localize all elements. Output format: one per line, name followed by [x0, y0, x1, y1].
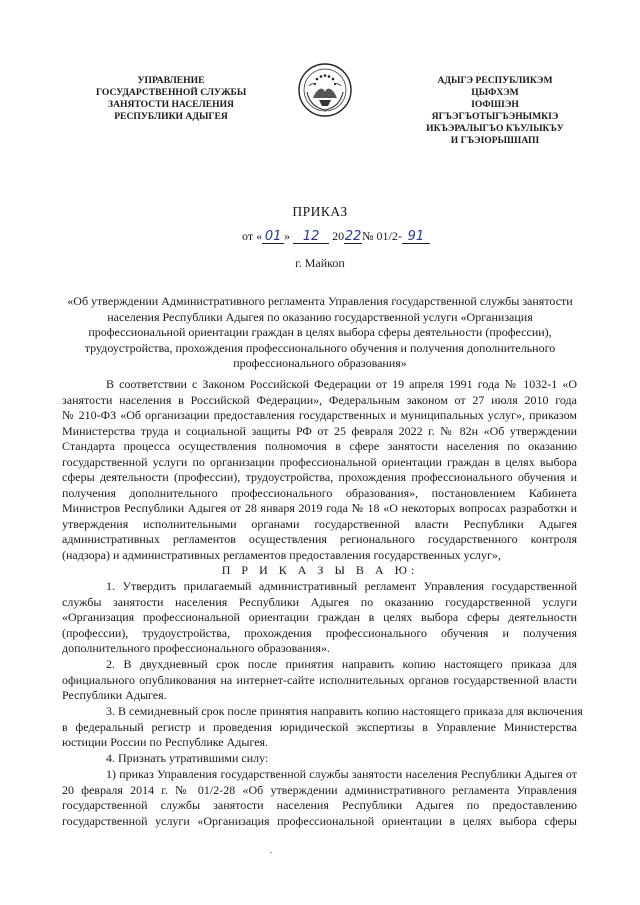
- item-3-paragraph: [62, 704, 583, 751]
- order-subject: [66, 294, 574, 372]
- item-1-paragraph: [62, 579, 577, 657]
- preamble-line: государственной услуги по организации профессиональной ориентации граждан в целях выбора: [62, 454, 577, 469]
- header-left-line: ЗАНЯТОСТИ НАСЕЛЕНИЯ: [108, 99, 234, 110]
- header-left-line: ГОСУДАРСТВЕННОЙ СЛУЖБЫ: [96, 87, 247, 98]
- preamble-line: № 210-ФЗ «Об организации предоставления государственных и муниципальных услуг», приказом: [62, 408, 577, 422]
- handwritten-number: 91: [402, 231, 430, 244]
- item-line: в федеральный регистр и проведения юридической экспертизы в Управление Министерства: [62, 719, 577, 734]
- preamble-line: получения дополнительного профессионального образования», постановлением Кабинета: [62, 485, 577, 500]
- preamble-paragraph: [62, 377, 577, 563]
- handwritten-month: 12: [293, 231, 329, 244]
- item-line: 1) приказ Управления государственной службы занятости населения Республики Адыгея от: [106, 767, 577, 781]
- handwritten-year: 22: [344, 229, 362, 244]
- header-right-line: ИКЪЭРАЛЫГЪО КЪУЛЫКЪУ: [426, 123, 564, 134]
- subject-line: профессиональной ориентации граждан в целях выбора сферы деятельности (профессии),: [88, 325, 552, 339]
- subject-line: профессионального образования»: [233, 356, 407, 370]
- scan-speck: [270, 852, 272, 853]
- handwritten-day: 01: [262, 231, 284, 244]
- item-line: 2. В двухдневный срок после принятия направить копию настоящего приказа для: [106, 657, 577, 671]
- number-prefix: № 01/2-: [362, 229, 402, 243]
- header-right-line: И ГЪЭIОРЫШIАПI: [450, 135, 540, 146]
- item-4-subitem-1-paragraph: [62, 767, 577, 829]
- item-4-paragraph: [62, 751, 577, 767]
- date-sep: »: [284, 229, 291, 243]
- item-line: юстиции России по Республике Адыгея.: [62, 735, 269, 749]
- header-right-line: IОФШIЭН: [471, 99, 519, 110]
- item-line: 20 февраля 2014 г. № 01/2-28 «Об утверждении административного регламента Управления: [62, 782, 577, 797]
- date-prefix: от «: [242, 229, 263, 243]
- coat-of-arms-emblem-icon: [297, 62, 353, 118]
- preamble-line: административных регламентов осуществления регионального государственного контроля: [62, 532, 577, 546]
- item-line: официального опубликования на интернет-сайте исполнительных органов государственной власти: [62, 672, 577, 687]
- document-title: ПРИКАЗ: [292, 204, 348, 219]
- item-line: 1. Утвердить прилагаемый административный регламент Управления государственной: [106, 579, 577, 593]
- header-right-line: ЦЫФХЭМ: [471, 87, 519, 98]
- preamble-line: сферы деятельности (профессии), трудоустройства, прохождения профессионального обучения и: [62, 470, 577, 484]
- item-line: государственной службы занятости населения Республики Адыгея по предоставлению: [62, 798, 577, 812]
- header-left-line: УПРАВЛЕНИЕ: [137, 75, 205, 86]
- header-left-line: РЕСПУБЛИКИ АДЫГЕЯ: [114, 111, 228, 122]
- item-line: (профессии), трудоустройства, прохождения профессионального обучения и получения: [62, 625, 577, 640]
- item-2-paragraph: [62, 657, 577, 704]
- order-date-number-line: [242, 229, 430, 244]
- header-right-block: [420, 75, 570, 147]
- preamble-line: утверждения исполнительными органами государственной власти Республики Адыгея: [62, 516, 577, 531]
- subject-line: «Об утверждении Административного регламента Управления государственной службы занятости: [67, 294, 573, 308]
- subject-line: трудоустройства, прохождения профессионального обучения и получения дополнительного: [84, 340, 556, 355]
- item-line: 4. Признать утратившими силу:: [106, 751, 269, 765]
- item-line: службы занятости населения Республики Адыгея по оказанию государственной услуги: [62, 594, 577, 609]
- item-line: Республики Адыгея.: [62, 688, 167, 702]
- prikazyvayu-heading: П Р И К А З Ы В А Ю:: [221, 563, 419, 577]
- header-right-line: АДЫГЭ РЕСПУБЛИКЭМ: [437, 75, 553, 86]
- header-right-line: ЯГЪЭГЪОТЫГЪЭНЫМКIЭ: [431, 111, 559, 122]
- preamble-line: В соответствии с Законом Российской Федерации от 19 апреля 1991 года № 1032-1 «О: [106, 377, 577, 391]
- preamble-line: Министерства труда и социальной защиты РФ от 25 февраля 2022 г. № 82н «Об утверждении: [62, 423, 577, 438]
- preamble-line: занятости населения в Российской Федерации», Федеральным законом от 27 июля 2010 года: [62, 392, 577, 407]
- subject-line: населения Республики Адыгея по оказанию государственной услуги «Организация: [107, 309, 533, 324]
- year-prefix: 20: [332, 229, 345, 243]
- preamble-line: Стандарта процесса осуществления полномочия в сфере занятости населения по оказанию: [62, 439, 577, 453]
- city-line: г. Майкоп: [295, 256, 345, 270]
- preamble-line: Министров Республики Адыгея от 28 января 2019 года № 18 «О некоторых вопросах разработки и: [62, 501, 577, 515]
- item-line: 3. В семидневный срок после принятия направить копию настоящего приказа для включения: [106, 704, 583, 718]
- preamble-line: (надзора) и административных регламентов предоставления государственных услуг»,: [62, 547, 501, 562]
- item-line: государственной услуги «Организация профессиональной ориентации в целях выбора сферы: [62, 813, 577, 828]
- item-line: дополнительного профессионального образования».: [62, 641, 330, 655]
- header-left-block: [96, 75, 246, 123]
- item-line: «Организация профессиональной ориентации граждан в целях выбора сферы деятельности: [62, 610, 577, 624]
